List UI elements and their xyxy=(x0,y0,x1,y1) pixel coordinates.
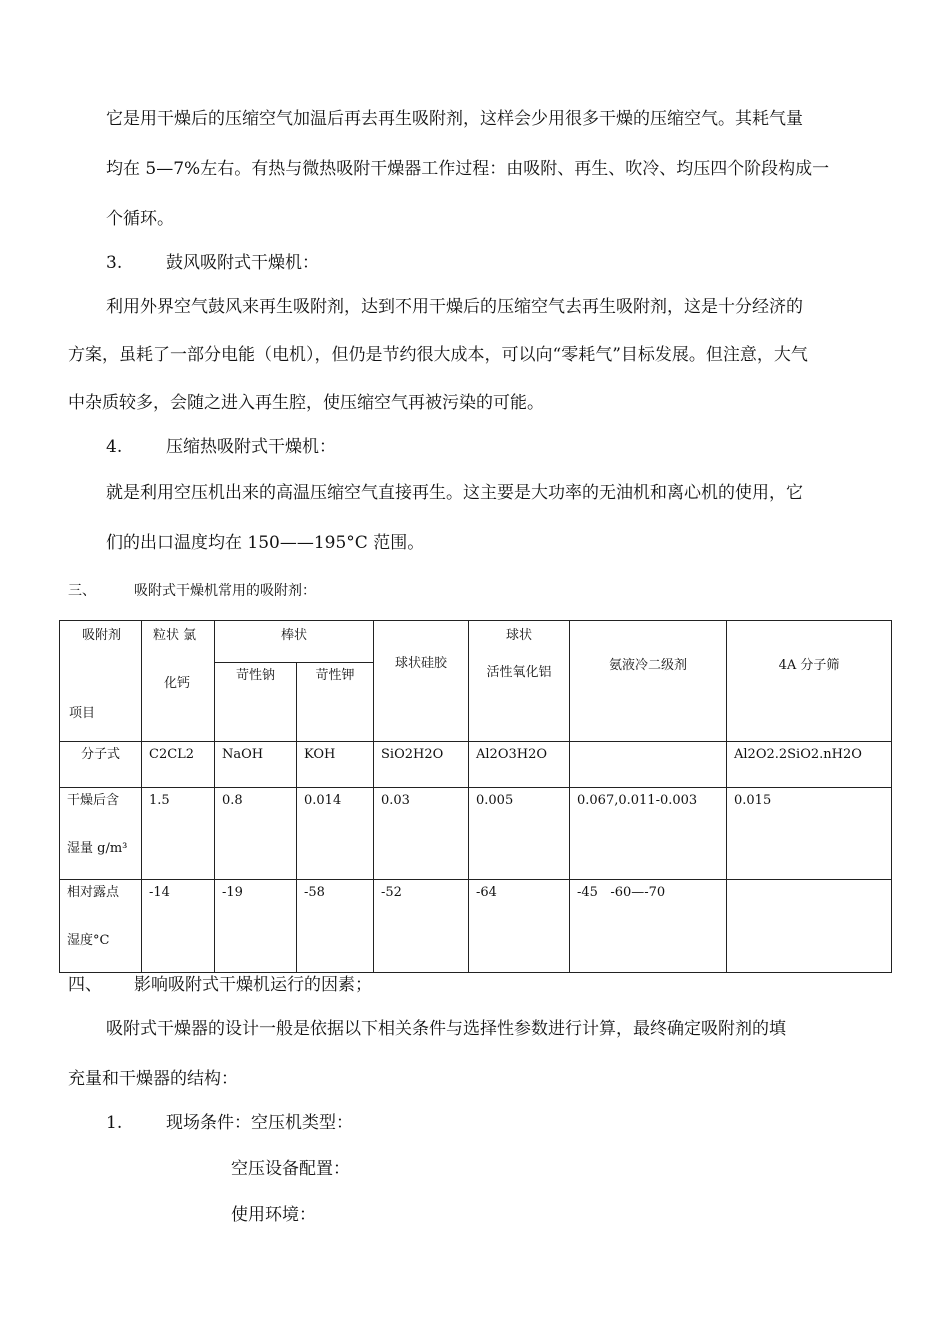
cell-value: -64 xyxy=(476,885,497,900)
paragraph-line: 均在 5—7%左右。有热与微热吸附干燥器工作过程：由吸附、再生、吹冷、均压四个阶段构成一 xyxy=(106,159,830,179)
cell-value: -58 xyxy=(304,885,325,900)
paragraph-line: 就是利用空压机出来的高温压缩空气直接再生。这主要是大功率的无油机和离心机的使用，它 xyxy=(106,483,803,503)
cell-value: Al2O2.2SiO2.nH2O xyxy=(734,747,862,762)
header-alumina-line2: 活性氧化铝 xyxy=(486,665,552,680)
table-cell xyxy=(297,788,374,880)
header-naoh: 苛性钠 xyxy=(235,668,275,683)
table-cell xyxy=(374,788,469,880)
header-koh: 苛性钾 xyxy=(315,668,355,683)
header-silica-cell xyxy=(374,621,469,742)
cell-value: 0.014 xyxy=(304,793,342,808)
table-row xyxy=(60,880,892,973)
table-cell xyxy=(570,880,727,973)
table-cell xyxy=(727,742,892,788)
header-naoh-cell xyxy=(215,663,297,742)
adsorbent-table xyxy=(59,620,892,973)
header-sieve-cell xyxy=(727,621,892,742)
cell-value: NaOH xyxy=(222,747,264,762)
row-label-line1: 干燥后含 xyxy=(67,793,120,808)
paragraph-line: 充量和干燥器的结构： xyxy=(68,1069,238,1089)
table-cell xyxy=(215,742,297,788)
paragraph-line: 们的出口温度均在 150——195°C 范围。 xyxy=(106,533,425,553)
cell-value: SiO2H2O xyxy=(381,747,444,762)
header-rod: 棒状 xyxy=(280,628,307,643)
header-cacl-line2: 化钙 xyxy=(164,676,191,691)
row-label-line2: 湿量 g/m³ xyxy=(67,841,128,856)
header-corner-cell xyxy=(60,621,142,742)
row-label-cell xyxy=(60,788,142,880)
header-rod-cell xyxy=(215,621,374,663)
paragraph-line: 个循环。 xyxy=(106,209,174,229)
header-sieve: 4A 分子筛 xyxy=(778,658,840,673)
header-adsorbent: 吸附剂 xyxy=(82,628,122,643)
section-heading-3 xyxy=(68,579,316,603)
table-cell xyxy=(142,742,215,788)
list-text: 现场条件：空压机类型： xyxy=(166,1113,353,1133)
paragraph-line: 吸附式干燥器的设计一般是依据以下相关条件与选择性参数进行计算，最终确定吸附剂的填 xyxy=(106,1019,786,1039)
list-sub-item: 使用环境： xyxy=(231,1205,316,1225)
cell-value: Al2O3H2O xyxy=(476,747,548,762)
table-cell xyxy=(469,880,570,973)
cell-value: C2CL2 xyxy=(149,747,195,762)
paragraph-line: 它是用干燥后的压缩空气加温后再去再生吸附剂，这样会少用很多干燥的压缩空气。其耗气量 xyxy=(106,109,803,129)
table-cell xyxy=(727,788,892,880)
heading-text: 压缩热吸附式干燥机： xyxy=(166,437,336,457)
table-cell xyxy=(297,742,374,788)
heading-number: 3. xyxy=(106,253,123,273)
row-label-line2: 湿度°C xyxy=(67,933,110,948)
cell-value: 0.005 xyxy=(476,793,514,808)
list-item-1 xyxy=(106,1111,353,1135)
heading-number: 4. xyxy=(106,437,123,457)
table-cell xyxy=(374,742,469,788)
table-cell xyxy=(469,788,570,880)
table-cell xyxy=(142,880,215,973)
cell-value: -14 xyxy=(149,885,170,900)
section-number: 三、 xyxy=(68,583,96,599)
header-cacl-cell xyxy=(142,621,215,742)
paragraph-line: 方案，虽耗了一部分电能（电机），但仍是节约很大成本，可以向“零耗气”目标发展。但注意，大气 xyxy=(68,345,808,365)
heading-3 xyxy=(106,251,319,275)
table-cell xyxy=(469,742,570,788)
header-ammonia: 氨液冷二级剂 xyxy=(608,658,687,673)
header-koh-cell xyxy=(297,663,374,742)
section-heading-4 xyxy=(68,973,372,997)
table-row xyxy=(60,742,892,788)
section-number: 四、 xyxy=(68,975,102,995)
section-title: 影响吸附式干燥机运行的因素； xyxy=(134,975,372,995)
header-alumina-cell xyxy=(469,621,570,742)
header-cacl-line1: 粒状 氯 xyxy=(153,628,197,643)
heading-4 xyxy=(106,435,336,459)
table-cell xyxy=(142,788,215,880)
cell-value: -19 xyxy=(222,885,243,900)
header-ammonia-cell xyxy=(570,621,727,742)
cell-value: -52 xyxy=(381,885,402,900)
cell-value: 1.5 xyxy=(149,793,170,808)
header-item: 项目 xyxy=(69,706,96,721)
cell-value: -45 -60—-70 xyxy=(577,885,666,900)
header-alumina-line1: 球状 xyxy=(505,628,532,643)
paragraph-line: 中杂质较多，会随之进入再生腔，使压缩空气再被污染的可能。 xyxy=(68,393,544,413)
row-label-line1: 相对露点 xyxy=(67,885,120,900)
table-cell xyxy=(215,880,297,973)
cell-value: 0.067,0.011-0.003 xyxy=(577,793,698,808)
list-number: 1. xyxy=(106,1113,123,1133)
table-cell xyxy=(215,788,297,880)
paragraph-line: 利用外界空气鼓风来再生吸附剂，达到不用干燥后的压缩空气去再生吸附剂，这是十分经济的 xyxy=(106,297,803,317)
cell-value: 0.03 xyxy=(381,793,410,808)
list-sub-item: 空压设备配置： xyxy=(231,1159,350,1179)
table-cell xyxy=(297,880,374,973)
row-label-cell xyxy=(60,880,142,973)
cell-value: KOH xyxy=(304,747,336,762)
row-label-cell xyxy=(60,742,142,788)
table-row xyxy=(60,788,892,880)
table-cell xyxy=(727,880,892,973)
table-cell xyxy=(374,880,469,973)
table-cell xyxy=(570,788,727,880)
section-title: 吸附式干燥机常用的吸附剂： xyxy=(134,583,316,599)
heading-text: 鼓风吸附式干燥机： xyxy=(166,253,319,273)
table-cell xyxy=(570,742,727,788)
cell-value: 0.8 xyxy=(222,793,243,808)
row-label: 分子式 xyxy=(80,747,120,762)
cell-value: 0.015 xyxy=(734,793,772,808)
header-silica: 球状硅胶 xyxy=(394,656,447,671)
